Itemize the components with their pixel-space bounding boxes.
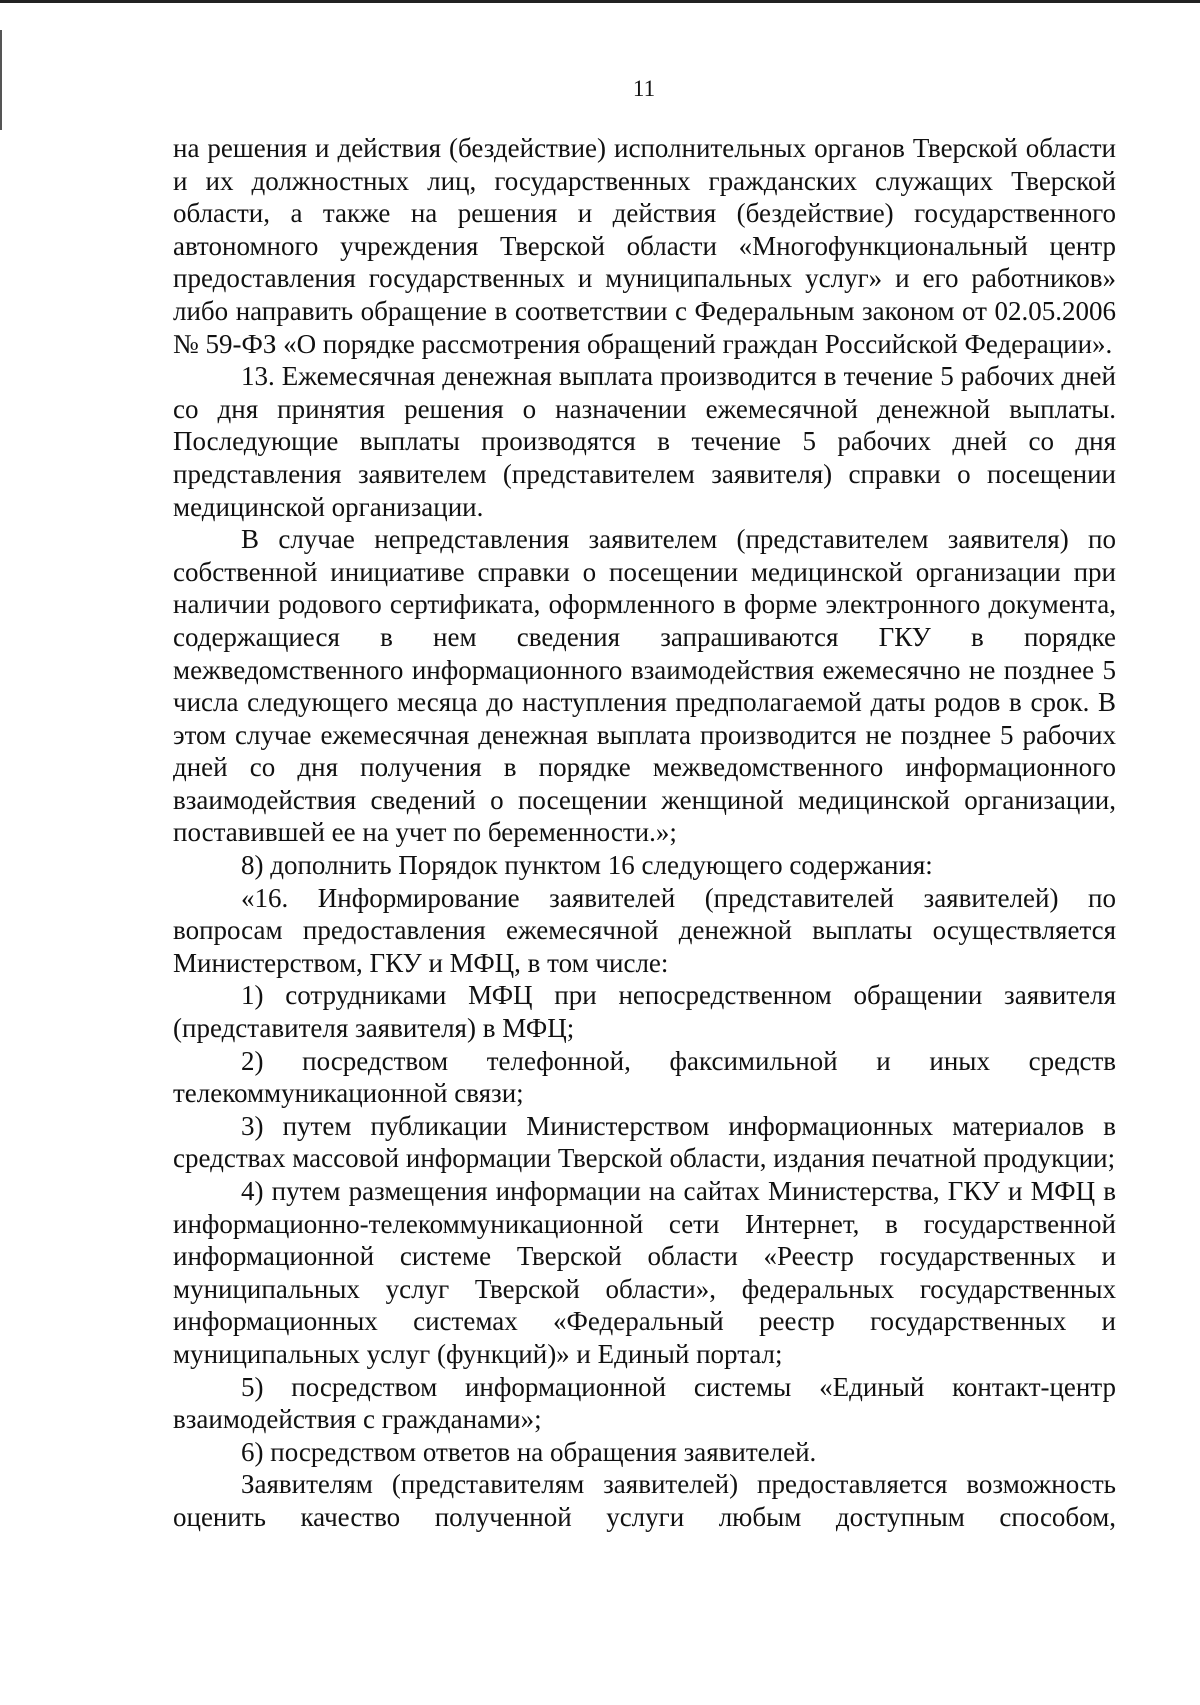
list-item-5: 5) посредством информационной системы «Единый контакт-центр взаимодействия с гражданами»;: [173, 1371, 1116, 1435]
paragraph-appeal-rights: на решения и действия (бездействие) исполнительных органов Тверской области и их должностных лиц, государственных гражданских служащих Тверской области, а также на решения и действия (бездействие) государственного автономного учреждения Тверской области «Многофункциональный центр предоставления государственных и муниципальных услуг» и его работников» либо направить обращение в соответствии с Федеральным законом от 02.05.2006 № 59-ФЗ «О порядке рассмотрения обращений граждан Российской Федерации».: [173, 133, 1116, 359]
list-item-4: 4) путем размещения информации на сайтах Министерства, ГКУ и МФЦ в информационно-телекоммуникационной сети Интернет, в государственной информационной системе Тверской области «Реестр государственных и муниципальных услуг Тверской области», федеральных государственных информационных системах «Федеральный реестр государственных и муниципальных услуг (функций)» и Единый портал;: [173, 1176, 1116, 1369]
page-number: 11: [632, 76, 656, 101]
list-item-3: 3) путем публикации Министерством информационных материалов в средствах массовой информации Тверской области, издания печатной продукции;: [173, 1110, 1116, 1174]
list-item-2: 2) посредством телефонной, факсимильной и иных средств телекоммуникационной связи;: [173, 1045, 1116, 1109]
paragraph-item-13: 13. Ежемесячная денежная выплата производится в течение 5 рабочих дней со дня принятия решения о назначении ежемесячной денежной выплаты. Последующие выплаты производятся в течение 5 рабочих дней со дня представления заявителем (представителем заявителя) справки о посещении медицинской организации.: [173, 361, 1116, 522]
paragraph-amendment-8: 8) дополнить Порядок пунктом 16 следующего содержания:: [241, 850, 933, 881]
paragraph-item-16: «16. Информирование заявителей (представителей заявителей) по вопросам предоставления ежемесячной денежной выплаты осуществляется Министерством, ГКУ и МФЦ, в том числе:: [173, 882, 1116, 978]
scan-edge-top: [0, 0, 1200, 3]
paragraph-non-submission: В случае непредставления заявителем (представителем заявителя) по собственной инициативе справки о посещении медицинской организации при наличии родового сертификата, оформленного в форме электронного документа, содержащиеся в нем сведения запрашиваются ГКУ в порядке межведомственного информационного взаимодействия ежемесячно не позднее 5 числа следующего месяца до наступления предполагаемой даты родов в срок. В этом случае ежемесячная денежная выплата производится не позднее 5 рабочих дней со дня получения в порядке межведомственного информационного взаимодействия сведений о посещении женщиной медицинской организации, поставившей ее на учет по беременности.»;: [173, 524, 1116, 848]
paragraph-quality-assessment: Заявителям (представителям заявителей) предоставляется возможность оценить качество полученной услуги любым доступным способом,: [173, 1469, 1116, 1532]
list-item-1: 1) сотрудниками МФЦ при непосредственном обращении заявителя (представителя заявителя) в МФЦ;: [173, 980, 1116, 1044]
document-body: [173, 132, 1116, 1534]
list-item-6: 6) посредством ответов на обращения заявителей.: [241, 1436, 817, 1467]
